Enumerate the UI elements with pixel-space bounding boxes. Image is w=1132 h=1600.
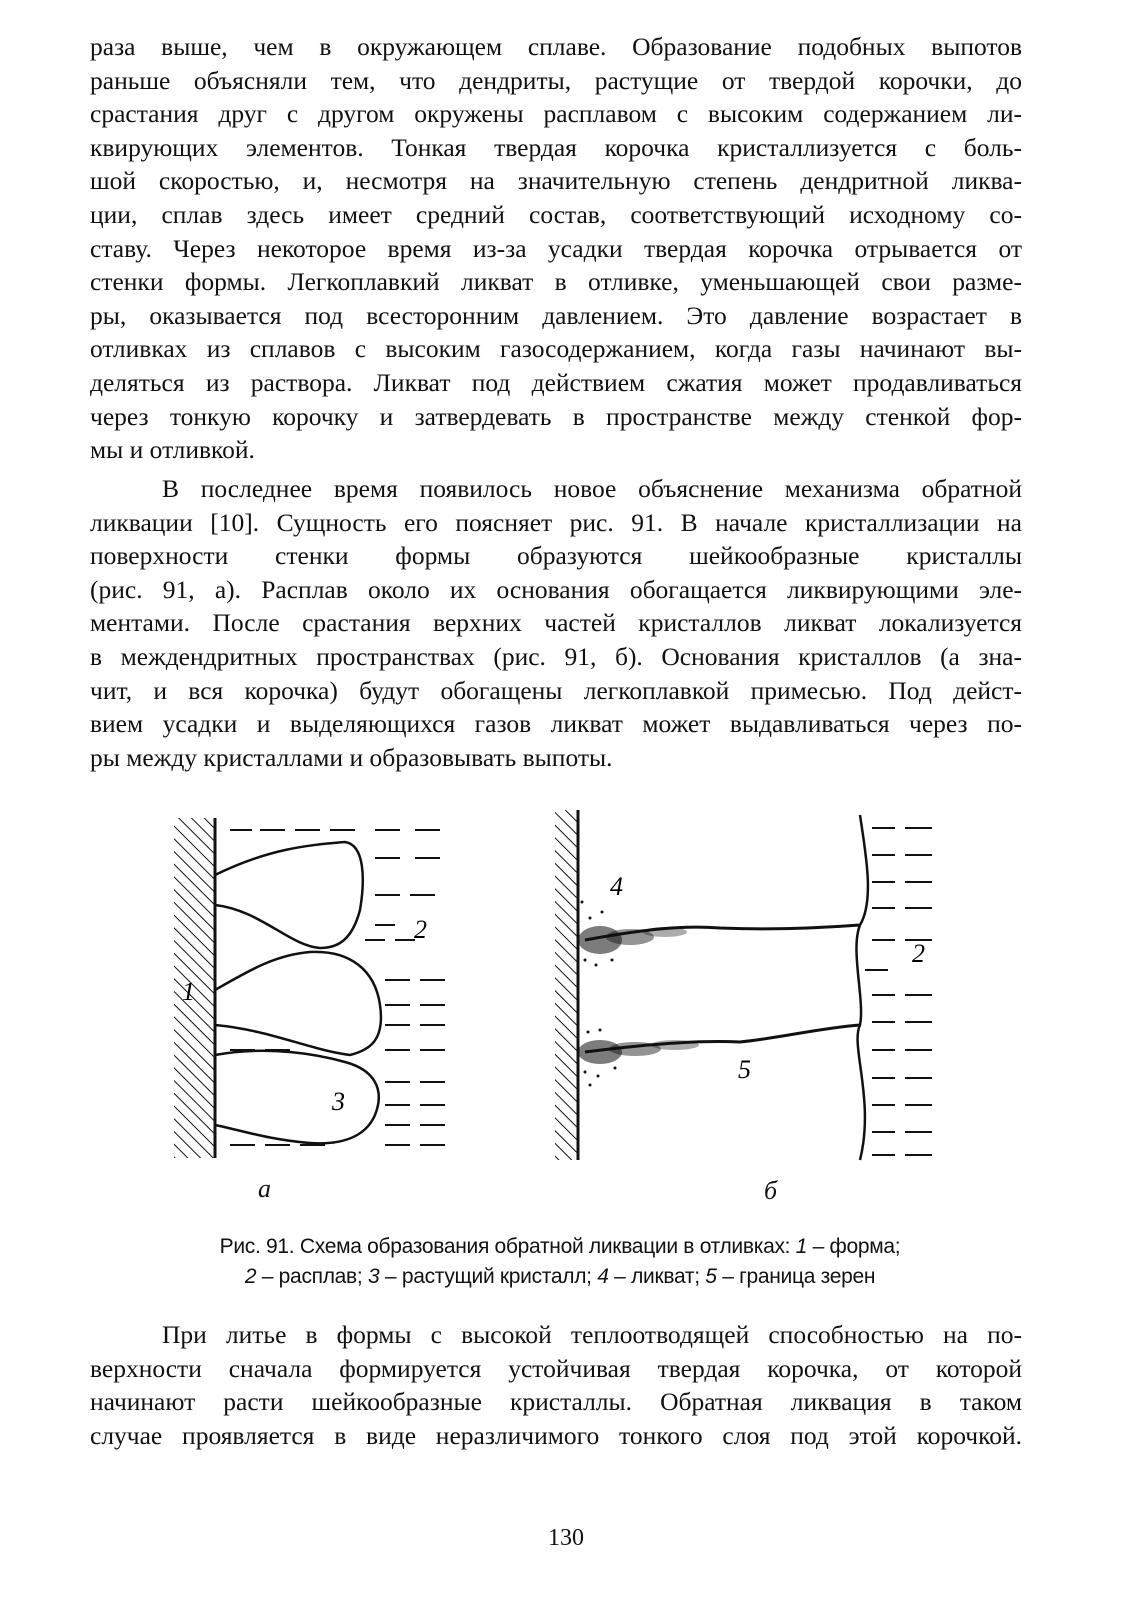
mold-wall-hatching-b (555, 810, 577, 1160)
text-line: раза выше, чем в окружающем сплаве. Образование подобных выпотов (90, 32, 1022, 61)
growing-crystal-2 (215, 952, 381, 1055)
figure-diagram (160, 800, 960, 1220)
page-number: 130 (548, 1525, 584, 1551)
caption-text: – граница зерен (716, 1265, 876, 1288)
label-crystal-3: 3 (332, 1087, 345, 1116)
text-line: (рис. 91, а). Расплав около их основания обогащается ликвирующими эле- (90, 574, 1022, 604)
melt-dashes-b (865, 828, 932, 1155)
text-line: через тонкую корочку и затвердевать в пространстве между стенкой фор- (90, 401, 1022, 431)
text-line: ции, сплав здесь имеет средний состав, соответствующий исходному со- (90, 199, 1022, 229)
text-line: ры между кристаллами и образовывать выпоты. (90, 742, 613, 772)
panel-a-diagram (174, 818, 445, 1158)
caption-text: Рис. 91. Схема образования обратной ликвации в отливках: (219, 1235, 796, 1258)
text-line: ликвации [10]. Сущность его поясняет рис. 91. В начале кристаллизации на (90, 507, 1022, 537)
label-melt-2: 2 (414, 915, 427, 944)
paragraph-1 (90, 30, 1022, 467)
text-line: верхности сначала формируется устойчивая твердая корочка, от которой (90, 1353, 1022, 1383)
paragraph-2 (90, 472, 1022, 774)
text-line: поверхности стенки формы образуются шейкообразные кристаллы (90, 541, 1022, 571)
text-line: ставу. Через некоторое время из-за усадки твердая корочка отрывается от (90, 233, 1022, 263)
text-line: в междендритных пространствах (рис. 91, б). Основания кристаллов (а зна- (90, 641, 1022, 671)
label-melt-2-b: 2 (912, 939, 925, 968)
paragraph-3 (90, 1318, 1022, 1452)
label-mold-1: 1 (182, 977, 195, 1006)
text-line: мы и отливкой. (90, 435, 255, 465)
text-line: чит, и вся корочка) будут обогащены легкоплавкой примесью. Под дейст- (90, 675, 1022, 705)
text-line: случае проявляется в виде неразличимого тонкого слоя под этой корочкой. (90, 1420, 1022, 1450)
figure-91 (160, 800, 960, 1220)
caption-line-2 (160, 1262, 960, 1292)
text-line: квирующих элементов. Тонкая твердая корочка кристаллизуется с боль- (90, 132, 1022, 162)
text-line: ментами. После срастания верхних частей кристаллов ликват локализуется (90, 608, 1022, 638)
text-line: шой скоростью, и, несмотря на значительную степень дендритной ликва- (90, 166, 1022, 196)
text-line: деляться из раствора. Ликват под действием сжатия может продавливаться (90, 367, 1022, 397)
crystal-front (856, 815, 867, 1160)
text-line: В последнее время появилось новое объяснение механизма обратной (162, 474, 1022, 503)
caption-number: 4 (597, 1265, 609, 1288)
caption-number: 1 (795, 1235, 808, 1258)
figure-caption (160, 1232, 960, 1292)
caption-line-1 (160, 1232, 960, 1262)
caption-text: – расплав; (256, 1265, 368, 1288)
caption-text: – ликват; (608, 1265, 706, 1288)
caption-text: – растущий кристалл; (379, 1265, 598, 1288)
caption-number: 3 (367, 1265, 380, 1288)
text-line: срастания друг с другом окружены расплавом с высоким содержанием ли- (90, 99, 1022, 129)
label-grain-boundary-5: 5 (738, 1055, 751, 1084)
panel-b-diagram (555, 810, 932, 1160)
panel-b-label: б (764, 1176, 778, 1205)
caption-number: 2 (244, 1265, 257, 1288)
growing-crystal-1 (215, 842, 363, 948)
caption-number: 5 (705, 1265, 717, 1288)
text-line: раньше объясняли тем, что дендриты, растущие от твердой корочки, до (90, 65, 1022, 95)
text-line: отливках из сплавов с высоким газосодержанием, когда газы начинают вы- (90, 334, 1022, 364)
text-line: При литье в формы с высокой теплоотводящей способностью на по- (162, 1320, 1022, 1349)
text-line: начинают расти шейкообразные кристаллы. Обратная ликвация в таком (90, 1387, 1022, 1417)
growing-crystal-3 (215, 1051, 379, 1144)
text-line: стенки формы. Легкоплавкий ликват в отливке, уменьшающей свои разме- (90, 267, 1022, 297)
panel-a-label: а (258, 1174, 271, 1203)
caption-text: – форма; (807, 1235, 901, 1258)
text-line: вием усадки и выделяющихся газов ликват может выдавливаться через по- (90, 709, 1022, 739)
label-liquation-4: 4 (610, 872, 623, 901)
text-line: ры, оказывается под всесторонним давлением. Это давление возрастает в (90, 300, 1022, 330)
